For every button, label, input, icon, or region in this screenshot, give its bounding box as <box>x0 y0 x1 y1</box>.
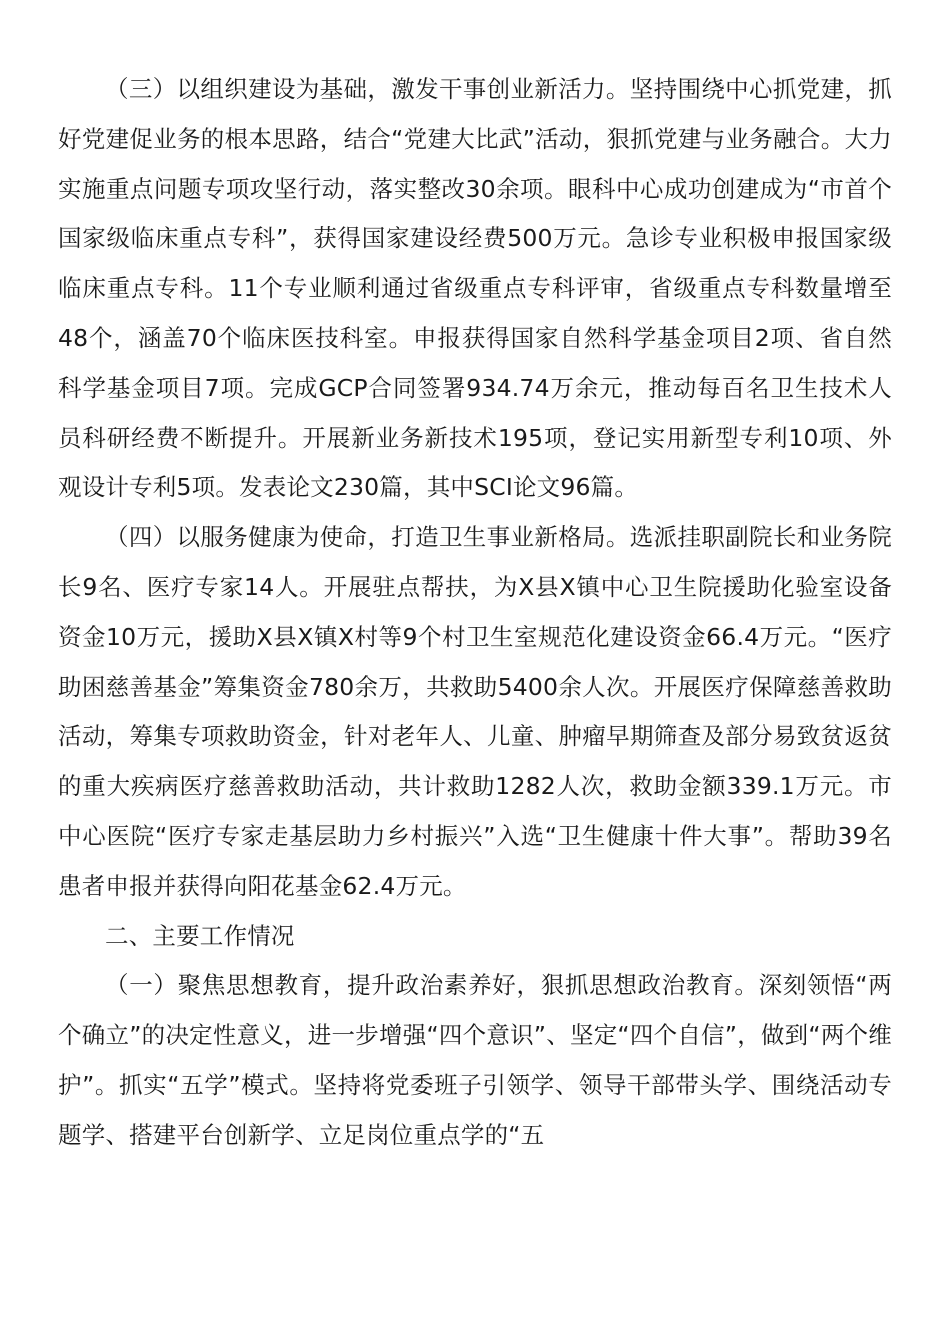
document-body <box>58 65 892 1161</box>
paragraph-health-service: （四）以服务健康为使命，打造卫生事业新格局。选派挂职副院长和业务院长9名、医疗专家14人。开展驻点帮扶，为X县X镇中心卫生院援助化验室设备资金10万元，援助X县X镇X村等9个村卫生室规范化建设资金66.4万元。“医疗助困慈善基金”筹集资金780余万，共救助5400余人次。开展医疗保障慈善救助活动，筹集专项救助资金，针对老年人、儿童、肿瘤早期筛查及部分易致贫返贫的重大疾病医疗慈善救助活动，共计救助1282人次，救助金额339.1万元。市中心医院“医疗专家走基层助力乡村振兴”入选“卫生健康十件大事”。帮助39名患者申报并获得向阳花基金62.4万元。 <box>58 523 892 900</box>
paragraph-organization-building: （三）以组织建设为基础，激发干事创业新活力。坚持围绕中心抓党建，抓好党建促业务的根本思路，结合“党建大比武”活动，狠抓党建与业务融合。大力实施重点问题专项攻坚行动，落实整改30余项。眼科中心成功创建成为“市首个国家级临床重点专科”，获得国家建设经费500万元。急诊专业积极申报国家级临床重点专科。11个专业顺利通过省级重点专科评审，省级重点专科数量增至48个，涵盖70个临床医技科室。申报获得国家自然科学基金项目2项、省自然科学基金项目7项。完成GCP合同签署934.74万余元，推动每百名卫生技术人员科研经费不断提升。开展新业务新技术195项，登记实用新型专利10项、外观设计专利5项。发表论文230篇，其中SCI论文96篇。 <box>58 75 892 502</box>
paragraph-ideological-education: （一）聚焦思想教育，提升政治素养好，狠抓思想政治教育。深刻领悟“两个确立”的决定性意义，进一步增强“四个意识”、坚定“四个自信”，做到“两个维护”。抓实“五学”模式。坚持将党委班子引领学、领导干部带头学、围绕活动专题学、搭建平台创新学、立足岗位重点学的“五 <box>58 971 892 1149</box>
section-heading-main-work: 二、主要工作情况 <box>105 921 295 950</box>
